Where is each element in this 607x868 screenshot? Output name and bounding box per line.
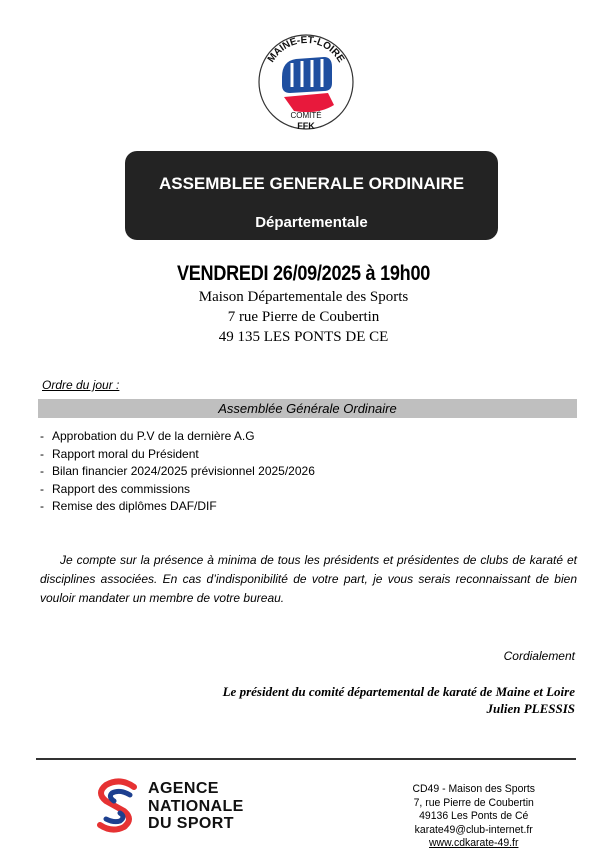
invitation-paragraph [40,551,577,608]
agenda-item: - Rapport moral du Président [40,446,315,464]
agency-logo [90,777,145,837]
agency-line3: DU SPORT [148,815,234,832]
logo-line2: FFK [297,121,315,131]
event-date: VENDREDI 26/09/2025 à 19h00 [176,262,431,285]
venue-city: 49 135 LES PONTS DE CE [218,329,389,345]
title-banner [125,151,498,240]
agenda-item: - Rapport des commissions [40,481,315,499]
contact-email[interactable]: karate49@club-internet.fr [414,823,533,836]
contact-website-link[interactable]: www.cdkarate-49.fr [429,837,519,849]
logo-arc-text: MAINE-ET-LOIRE [265,34,347,65]
agency-name [148,780,244,833]
contact-block [412,783,535,851]
contact-org: CD49 - Maison des Sports [412,783,535,795]
contact-city: 49136 Les Ponts de Cé [419,810,529,822]
agenda-item: - Remise des diplômes DAF/DIF [40,498,315,516]
agency-line2: NATIONALE [148,797,244,815]
agenda-heading: Assemblée Générale Ordinaire [38,399,577,418]
logo-line1: COMITÉ [290,111,322,120]
ffk-logo-icon [256,25,356,135]
agenda-list [40,428,315,516]
agenda-item: - Bilan financier 2024/2025 prévisionnel 2025/2026 [40,463,315,481]
footer-divider [36,758,576,760]
document-subtitle: Départementale [255,214,368,231]
agency-line1: AGENCE [148,780,219,797]
signature-title: Le président du comité départemental de karaté de Maine et Loire [222,684,575,699]
agenda-label: Ordre du jour : [42,378,120,392]
agency-s-logo-icon [90,777,145,837]
closing-text: Cordialement [503,649,575,663]
committee-logo [256,25,356,135]
agenda-item: - Approbation du P.V de la dernière A.G [40,428,315,446]
document-title: ASSEMBLEE GENERALE ORDINAIRE [158,174,465,193]
contact-street: 7, rue Pierre de Coubertin [413,796,534,809]
signature-name: Julien PLESSIS [486,701,575,716]
venue-name: Maison Départementale des Sports [198,289,409,305]
venue-street: 7 rue Pierre de Coubertin [227,309,380,325]
paragraph-text: Je compte sur la présence à minima de tous les présidents et présidentes de clubs de karaté et disciplines associées. En cas d’indisponibilité de votre part, je vous serais reconnaissant de bien vouloir mandater un membre de votre bureau. [40,553,577,605]
